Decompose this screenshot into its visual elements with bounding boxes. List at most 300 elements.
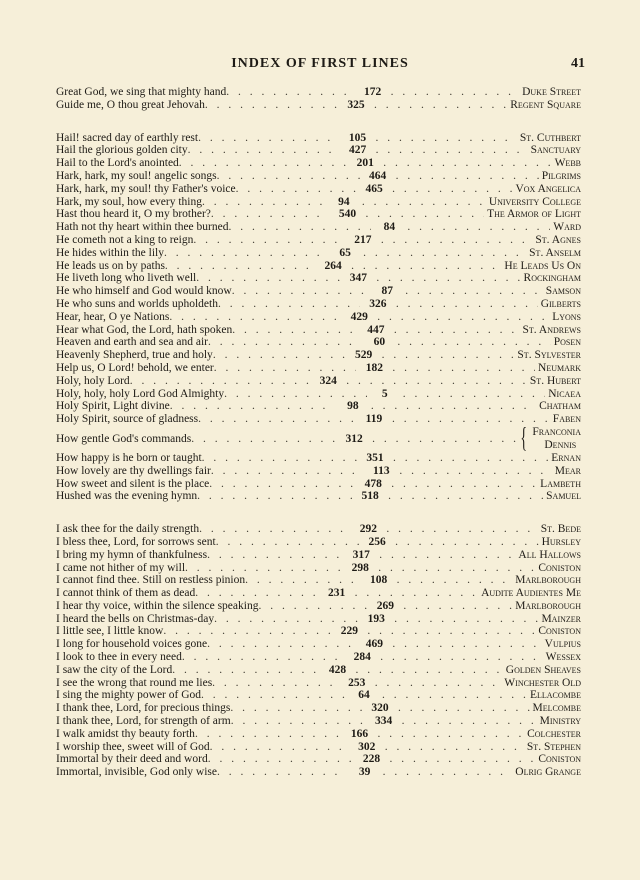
leader-dots (210, 741, 349, 754)
hymn-number: 429 (350, 310, 368, 323)
leader-dots (228, 221, 371, 234)
index-entry (56, 285, 581, 298)
leader-dots (355, 587, 478, 600)
hymn-number: 478 (364, 477, 382, 490)
hymn-number: 113 (373, 464, 390, 477)
leader-dots (362, 196, 486, 209)
hymn-number: 166 (350, 727, 369, 740)
index-entry (56, 400, 581, 413)
tune-name: Lambeth (540, 477, 581, 490)
index-entry (56, 247, 581, 260)
index-entry (56, 664, 581, 677)
hymn-number: 469 (365, 638, 383, 651)
leader-dots (365, 208, 484, 221)
first-line: Holy, holy Lord (56, 374, 130, 387)
leader-dots (208, 336, 361, 349)
first-line: Holy Spirit, Light divine (56, 400, 170, 413)
leader-dots (205, 99, 338, 112)
leader-dots (165, 260, 315, 273)
tune-name: Regent Square (510, 98, 581, 111)
leader-dots (211, 465, 363, 478)
leader-dots (393, 452, 548, 465)
tune-name: Dennis (544, 438, 577, 451)
leader-dots (193, 234, 345, 247)
page-title: INDEX OF FIRST LINES (231, 56, 409, 71)
leader-dots (179, 157, 347, 170)
first-line: I cannot think of them as dead (56, 587, 196, 600)
index-entry (56, 324, 581, 337)
tune-name: Winchester Old (504, 676, 581, 689)
index-entry (56, 465, 581, 478)
index-entry (56, 490, 581, 503)
hymn-number: 312 (345, 432, 363, 445)
leader-dots (407, 221, 550, 234)
tune-name: Melcombe (532, 702, 581, 715)
leader-dots (197, 490, 352, 503)
leader-dots (356, 664, 503, 677)
index-entry (56, 234, 581, 247)
leader-dots (214, 613, 358, 626)
tune-name: St. Stephen (526, 740, 581, 753)
hymn-number: 325 (347, 98, 365, 111)
leader-dots (217, 766, 347, 779)
leader-dots (378, 562, 535, 575)
leader-dots (217, 170, 360, 183)
leader-dots (377, 311, 549, 324)
first-line: I see the wrong that round me lies (56, 676, 213, 689)
leader-dots (214, 362, 357, 375)
index-entry (56, 260, 581, 273)
first-line: Heaven and earth and sea and air (56, 336, 208, 349)
tune-name: All Hallows (518, 548, 581, 561)
index-entry (56, 741, 581, 754)
tune-name: Samuel (546, 490, 581, 503)
first-line: Hear, hear, O ye Nations (56, 310, 170, 323)
leader-dots (218, 298, 360, 311)
leader-dots (391, 86, 519, 99)
leader-dots (231, 715, 366, 728)
leader-dots (397, 574, 513, 587)
first-line: I sing the mighty power of God (56, 689, 202, 702)
tune-name: Ministry (539, 715, 581, 728)
tune-name: St. Anselm (529, 246, 581, 259)
hymn-number: 87 (381, 285, 393, 298)
leader-dots (392, 413, 550, 426)
tune-name: Nicaea (548, 387, 581, 400)
leader-dots (382, 689, 527, 702)
leader-dots (394, 324, 520, 337)
leader-dots (392, 362, 535, 375)
index-entry (56, 170, 581, 183)
tune-name: Hursley (541, 535, 581, 548)
tune-name: Coniston (538, 625, 581, 638)
first-line: Great God, we sing that mighty hand (56, 86, 227, 98)
hymn-number: 320 (371, 702, 389, 715)
tune-name: Chatham (539, 400, 581, 413)
index-group (56, 86, 581, 112)
index-entry (56, 362, 581, 375)
tune-name: Pilgrims (541, 169, 581, 182)
leader-dots (172, 664, 319, 677)
index-entry (56, 375, 581, 388)
leader-dots (208, 753, 354, 766)
index-entry (56, 144, 581, 157)
hymn-number: 182 (365, 361, 384, 374)
first-line: Guide me, O thou great Jehovah (56, 98, 205, 111)
leader-dots (245, 574, 361, 587)
hymn-number: 5 (381, 387, 388, 400)
tune-name: Faben (552, 413, 581, 426)
first-line: He leads us on by paths (56, 259, 165, 272)
tune-name: Duke Street (522, 86, 581, 98)
tune-name: Franconia (532, 425, 581, 438)
leader-dots (379, 549, 515, 562)
leader-dots (378, 728, 525, 741)
leader-dots (196, 272, 340, 285)
hymn-number: 334 (375, 715, 393, 728)
first-line: How gentle God's commands (56, 432, 192, 445)
hymn-number: 292 (359, 523, 378, 536)
tune-name: St. Hubert (529, 374, 581, 387)
index-entry (56, 613, 581, 626)
leader-dots (169, 311, 341, 324)
tune-name: Webb (554, 157, 581, 170)
index-entry (56, 728, 581, 741)
hymn-number: 193 (367, 612, 385, 625)
first-line: Hail! sacred day of earthly rest (56, 131, 199, 144)
hymn-number: 529 (354, 349, 373, 362)
first-line: Hail to the Lord's anointed (56, 157, 179, 170)
first-line: He liveth long who liveth well (56, 272, 197, 285)
leader-dots (376, 272, 520, 285)
leader-dots (375, 132, 516, 145)
leader-dots (396, 298, 538, 311)
index-group (56, 523, 581, 779)
leader-dots (185, 562, 342, 575)
first-line: He who suns and worlds upholdeth (56, 297, 218, 310)
first-line: Hark, my soul, how every thing (56, 195, 202, 208)
index-entry (56, 600, 581, 613)
tune-name: Neumark (538, 361, 581, 374)
index-entry (56, 574, 581, 587)
first-line: He hides within the lily (56, 246, 164, 259)
first-line: I look to thee in every need (56, 651, 182, 664)
leader-dots (374, 99, 507, 112)
index-entry (56, 426, 581, 452)
hymn-number: 94 (338, 195, 350, 208)
tune-name: Vox Angelica (515, 182, 581, 195)
leader-dots (383, 157, 551, 170)
tune-name: St. Sylvester (517, 349, 581, 362)
index-entry (56, 677, 581, 690)
leader-dots (383, 766, 513, 779)
hymn-number: 264 (324, 259, 342, 272)
tune-name: Ernan (551, 451, 581, 464)
hymn-number: 269 (376, 599, 394, 612)
first-line: Hushed was the evening hymn (56, 490, 198, 503)
hymn-number: 298 (351, 561, 369, 574)
hymn-number: 201 (356, 157, 374, 170)
tune-name: Ward (553, 221, 581, 234)
leader-dots (211, 208, 330, 221)
index-entry (56, 478, 581, 491)
first-line: Heavenly Shepherd, true and holy (56, 349, 213, 362)
first-lines-index (56, 86, 581, 799)
first-line: I bless thee, Lord, for sorrows sent (56, 535, 216, 548)
index-entry (56, 132, 581, 145)
first-line: Holy, holy, holy Lord God Almighty (56, 387, 225, 400)
index-entry (56, 157, 581, 170)
leader-dots (398, 702, 530, 715)
leader-dots (198, 132, 339, 145)
tune-name: Posen (553, 336, 581, 349)
tune-name: Mainzer (541, 612, 581, 625)
page-header (0, 56, 640, 76)
leader-dots (230, 702, 362, 715)
hymn-number: 302 (358, 740, 376, 753)
leader-dots (232, 324, 358, 337)
leader-dots (212, 677, 339, 690)
leader-dots (232, 285, 370, 298)
index-entry (56, 388, 581, 401)
leader-dots (199, 523, 350, 536)
leader-dots (403, 388, 546, 401)
tune-name: Marlborough (515, 574, 581, 587)
first-line: Hail the glorious golden city (56, 144, 188, 157)
leader-dots (130, 375, 311, 388)
index-entry (56, 86, 581, 99)
first-line: I ask thee for the daily strength (56, 523, 200, 536)
index-entry (56, 766, 581, 779)
first-line: I came not hither of my will (56, 561, 186, 574)
leader-dots (382, 349, 515, 362)
tune-name: He Leads Us On (504, 259, 581, 272)
leader-dots (372, 433, 517, 446)
first-line: Help us, O Lord! behold, we enter (56, 361, 214, 374)
first-line: Hark, hark, my soul! angelic songs (56, 169, 217, 182)
first-line: He who himself and God would know (56, 285, 232, 298)
index-entry (56, 587, 581, 600)
index-entry (56, 311, 581, 324)
leader-dots (202, 452, 357, 465)
tune-name: Vulpius (544, 638, 581, 651)
leader-dots (351, 260, 501, 273)
hymn-number: 231 (328, 587, 346, 600)
tune-name: St. Cuthbert (519, 131, 581, 144)
leader-dots (209, 478, 355, 491)
tune-name: Audite Audientes Me (481, 587, 581, 600)
hymn-number: 427 (348, 144, 367, 157)
first-line: I hear thy voice, within the silence speaking (56, 599, 259, 612)
index-entry (56, 221, 581, 234)
tune-name: Sanctuary (530, 144, 581, 157)
tune-name: Coniston (538, 753, 581, 766)
hymn-number: 518 (361, 490, 379, 503)
first-line: I heard the bells on Christmas-day (56, 612, 215, 625)
leader-dots (216, 536, 359, 549)
page-number: 41 (571, 56, 585, 71)
first-line: I thank thee, Lord, for strength of arm (56, 715, 231, 728)
tune-name: Ellacombe (529, 689, 581, 702)
hymn-number: 317 (352, 548, 370, 561)
leader-dots (402, 715, 537, 728)
index-entry (56, 638, 581, 651)
index-entry (56, 689, 581, 702)
tune-name: St. Agnes (535, 233, 581, 246)
leader-dots (394, 613, 538, 626)
tune-name: Coniston (538, 561, 581, 574)
leader-dots (388, 490, 543, 503)
index-entry (56, 298, 581, 311)
index-entry (56, 562, 581, 575)
leader-dots (188, 144, 340, 157)
hymn-number: 326 (369, 297, 387, 310)
index-entry (56, 753, 581, 766)
index-entry (56, 349, 581, 362)
leader-dots (385, 741, 524, 754)
first-line: I cannot find thee. Still on restless pinion (56, 574, 246, 587)
leader-dots (380, 651, 542, 664)
index-entry (56, 208, 581, 221)
hymn-number: 65 (339, 246, 351, 259)
tune-names-group (517, 426, 581, 452)
index-entry (56, 99, 581, 112)
leader-dots (182, 651, 344, 664)
leader-dots (376, 144, 528, 157)
first-line: I little see, I little know (56, 625, 164, 638)
index-entry (56, 536, 581, 549)
leader-dots (367, 625, 535, 638)
leader-dots (405, 285, 543, 298)
leader-dots (202, 196, 326, 209)
hymn-number: 60 (373, 336, 386, 349)
index-entry (56, 523, 581, 536)
hymn-number: 540 (338, 208, 357, 221)
first-line: Hast thou heard it, O my brother? (56, 208, 211, 221)
hymn-number: 351 (366, 451, 384, 464)
leader-dots (371, 400, 536, 413)
tune-name: Olrig Grange (515, 766, 581, 779)
hymn-number: 172 (364, 86, 382, 98)
hymn-number: 253 (348, 676, 366, 689)
tune-name: Samson (545, 285, 581, 298)
leader-dots (191, 433, 336, 446)
leader-dots (164, 247, 327, 260)
first-line: How lovely are thy dwellings fair (56, 464, 211, 477)
tune-name: Golden Sheaves (505, 663, 581, 676)
first-line: How happy is he born or taught (56, 451, 202, 464)
leader-dots (258, 600, 367, 613)
hymn-number: 229 (340, 625, 358, 638)
first-line: I walk amidst thy beauty forth (56, 727, 195, 740)
leader-dots (195, 728, 342, 741)
hymn-number: 464 (369, 169, 387, 182)
tune-name: Colchester (527, 727, 581, 740)
tune-name: The Armor of Light (487, 208, 581, 221)
first-line: I saw the city of the Lord (56, 663, 173, 676)
leader-dots (207, 549, 343, 562)
hymn-number: 324 (319, 374, 337, 387)
leader-dots (207, 638, 356, 651)
index-entry (56, 651, 581, 664)
index-entry (56, 702, 581, 715)
hymn-number: 105 (348, 131, 367, 144)
first-line: How sweet and silent is the place (56, 477, 210, 490)
hymn-number: 217 (354, 233, 372, 246)
hymn-number: 108 (370, 574, 388, 587)
index-entry (56, 549, 581, 562)
leader-dots (170, 400, 335, 413)
index-entry (56, 272, 581, 285)
leader-dots (163, 625, 331, 638)
index-entry (56, 715, 581, 728)
leader-dots (201, 689, 346, 702)
leader-dots (198, 413, 356, 426)
leader-dots (226, 86, 354, 99)
first-line: I thank thee, Lord, for precious things (56, 702, 231, 715)
tune-name: Marlborough (515, 599, 581, 612)
leader-dots (395, 536, 538, 549)
hymn-number: 84 (383, 221, 396, 234)
tune-name: St. Bede (540, 523, 581, 536)
tune-name: Wessex (545, 651, 581, 664)
leader-dots (224, 388, 367, 401)
index-entry (56, 452, 581, 465)
leader-dots (386, 523, 537, 536)
leader-dots (390, 753, 536, 766)
first-line: I long for household voices gone (56, 638, 208, 651)
tune-name: Gilberts (540, 297, 581, 310)
tune-name: Lyons (552, 310, 581, 323)
brace-icon: { (520, 425, 528, 452)
first-line: Hath not thy heart within thee burned (56, 221, 229, 234)
leader-dots (346, 375, 527, 388)
first-line: Hear what God, the Lord, hath spoken (56, 323, 233, 336)
hymn-number: 228 (362, 753, 381, 766)
hymn-number: 284 (353, 651, 371, 664)
first-line: I bring my hymn of thankfulness (56, 548, 208, 561)
leader-dots (392, 183, 512, 196)
first-line: Immortal, invisible, God only wise (56, 766, 217, 779)
hymn-number: 256 (368, 535, 386, 548)
first-line: I worship thee, sweet will of God (56, 740, 210, 753)
leader-dots (381, 234, 533, 247)
hymn-number: 465 (365, 182, 383, 195)
hymn-number: 119 (365, 413, 383, 426)
tune-name: St. Andrews (522, 323, 581, 336)
leader-dots (391, 478, 537, 491)
first-line: Holy Spirit, source of gladness (56, 413, 199, 426)
index-entry (56, 183, 581, 196)
index-entry (56, 196, 581, 209)
first-line: Immortal by their deed and word (56, 753, 208, 766)
leader-dots (403, 600, 512, 613)
first-line: Hark, hark, my soul! thy Father's voice (56, 182, 236, 195)
index-entry (56, 625, 581, 638)
tune-name: Mear (554, 464, 581, 477)
hymn-number: 98 (347, 400, 359, 413)
hymn-number: 447 (367, 323, 385, 336)
leader-dots (397, 336, 550, 349)
leader-dots (363, 247, 526, 260)
hymn-number: 39 (358, 766, 371, 779)
tune-name: Rockingham (523, 272, 581, 285)
tune-name: University College (488, 195, 581, 208)
leader-dots (399, 465, 551, 478)
leader-dots (392, 638, 541, 651)
index-entry (56, 413, 581, 426)
hymn-number: 347 (349, 272, 367, 285)
